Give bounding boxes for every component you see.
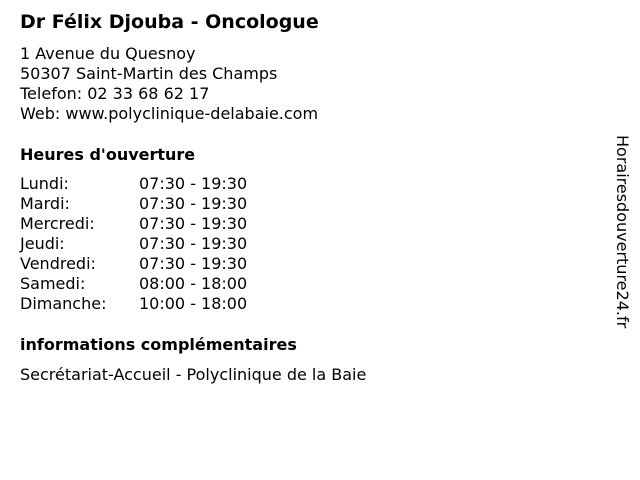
hours-row: [20, 174, 247, 194]
additional-info-heading: informations complémentaires: [20, 335, 297, 354]
address-city: 50307 Saint-Martin des Champs: [20, 64, 278, 83]
hours-row: [20, 214, 247, 234]
phone-number: Telefon: 02 33 68 62 17: [20, 84, 210, 103]
opening-hours-heading: Heures d'ouverture: [20, 145, 196, 164]
address-street: 1 Avenue du Quesnoy: [20, 44, 196, 63]
hours-day: Mardi:: [20, 194, 70, 213]
hours-time: 07:30 - 19:30: [139, 194, 248, 213]
hours-day: Jeudi:: [20, 234, 65, 253]
hours-day: Mercredi:: [20, 214, 95, 233]
hours-day: Lundi:: [20, 174, 69, 193]
hours-day: Dimanche:: [20, 294, 107, 313]
hours-time: 10:00 - 18:00: [139, 294, 248, 313]
hours-row: [20, 194, 247, 214]
site-brand-vertical: Horairesdouverture24.fr: [613, 135, 632, 329]
opening-hours-table: [20, 174, 247, 314]
hours-row: [20, 234, 247, 254]
page-title: Dr Félix Djouba - Oncologue: [20, 11, 319, 33]
hours-time: 07:30 - 19:30: [139, 214, 248, 233]
additional-info-text: Secrétariat-Accueil - Polyclinique de la Baie: [20, 365, 367, 384]
hours-time: 07:30 - 19:30: [139, 174, 248, 193]
hours-day: Vendredi:: [20, 254, 96, 273]
hours-row: [20, 254, 247, 274]
hours-time: 08:00 - 18:00: [139, 274, 248, 293]
hours-row: [20, 274, 247, 294]
address-block: [20, 44, 318, 124]
website: Web: www.polyclinique-delabaie.com: [20, 104, 319, 123]
hours-day: Samedi:: [20, 274, 86, 293]
hours-row: [20, 294, 247, 314]
hours-time: 07:30 - 19:30: [139, 234, 248, 253]
hours-time: 07:30 - 19:30: [139, 254, 248, 273]
